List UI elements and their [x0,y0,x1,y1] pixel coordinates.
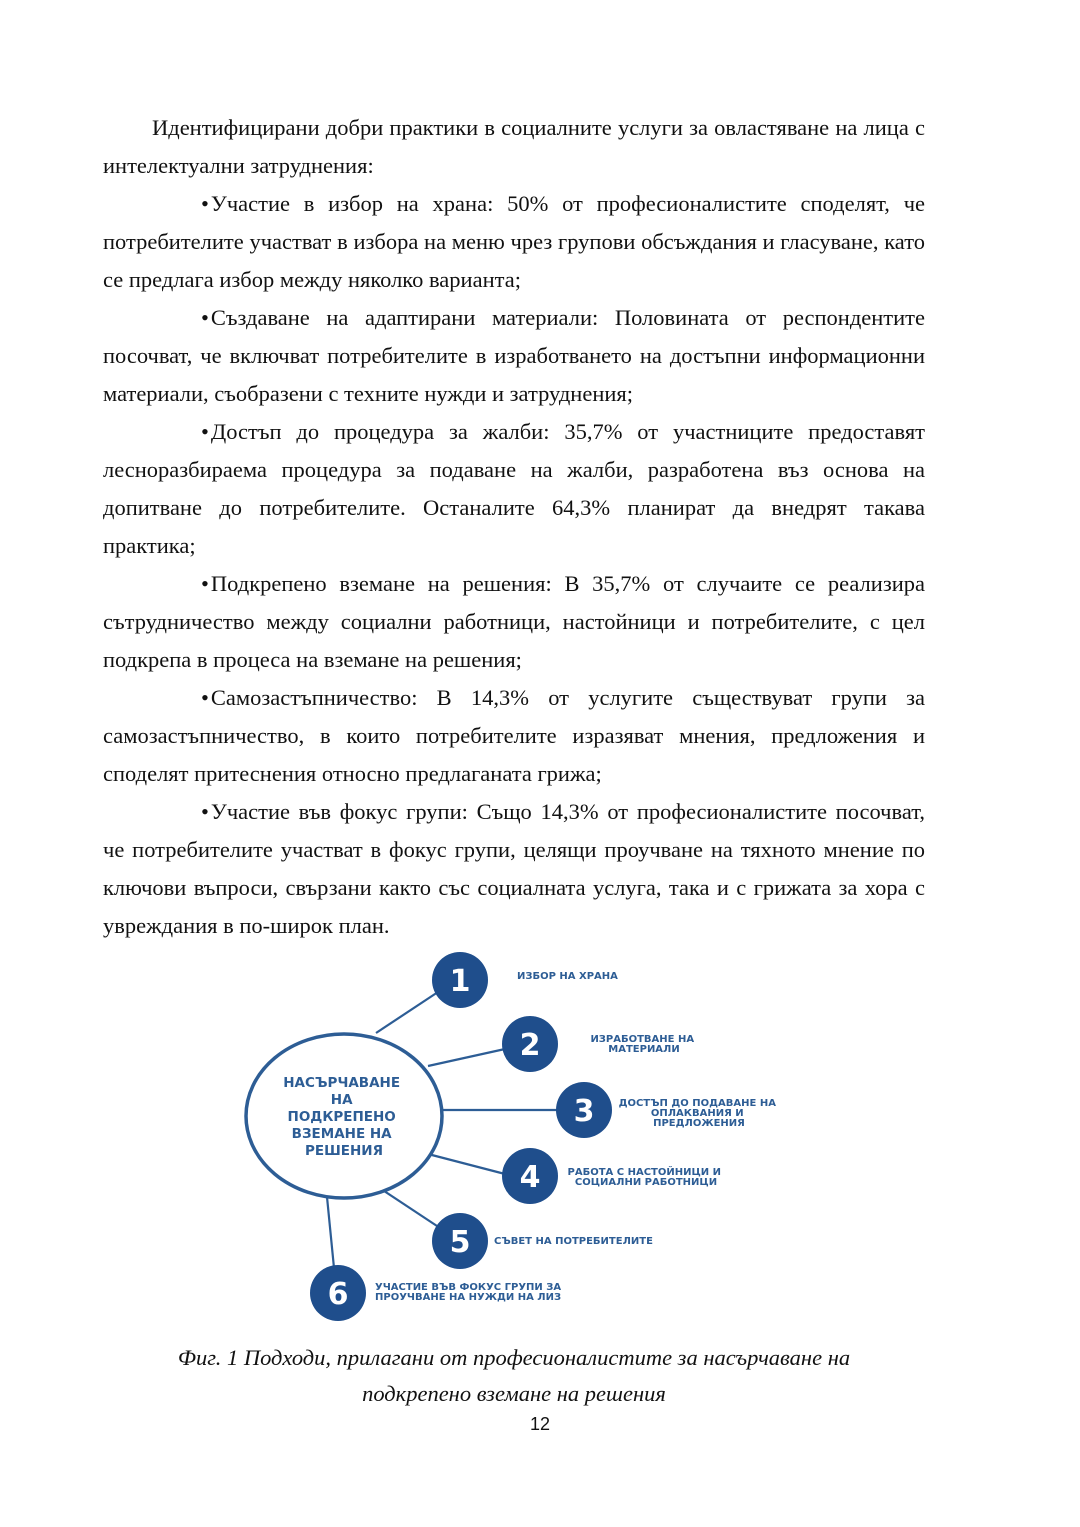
connector-1 [376,992,438,1033]
diagram-svg [0,940,1080,1330]
bullet-paragraph [103,679,925,793]
node-number: 3 [573,1094,595,1129]
node-number: 4 [519,1160,541,1195]
bullet-icon: • [201,571,209,596]
bullet-paragraph [103,185,925,299]
diagram-node-2 [502,1016,698,1072]
caption-line: подкрепено вземане на решения [362,1381,666,1406]
connector-6 [327,1197,334,1268]
bullet-icon: • [201,419,209,444]
bullet-paragraph [103,299,925,413]
caption-line: Фиг. 1 Подходи, прилагани от професионалистите за насърчаване на [177,1345,851,1370]
bullet-paragraph [103,793,925,945]
node-label: ИЗБОР НА ХРАНА [517,971,618,982]
center-line: НАСЪРЧАВАНЕ [283,1075,401,1091]
node-number: 2 [519,1028,541,1063]
bullet-text: Достъп до процедура за жалби: 35,7% от участниците предоставят лесноразбираема процедура за подаване на жалби, разработена въз основа на допитване до потребителите. Останалите 64,3% планират да внедрят такава практика; [103,419,925,558]
bullet-paragraph [103,565,925,679]
center-line: ВЗЕМАНЕ НА [291,1126,392,1142]
bullet-icon: • [201,685,209,710]
connector-2 [428,1049,505,1066]
diagram-figure [0,940,1080,1330]
center-line: ПОДКРЕПЕНО [287,1109,396,1125]
node-number: 6 [327,1277,349,1312]
diagram-node-4 [502,1148,724,1204]
center-line: НА [330,1092,353,1108]
bullet-text: Подкрепено вземане на решения: В 35,7% от случаите се реализира сътрудничество между социални работници, настойници и потребителите, с цел подкрепа в процеса на вземане на решения; [103,571,925,672]
bullet-icon: • [201,191,209,216]
node-label: СЪВЕТ НА ПОТРЕБИТЕЛИТЕ [494,1236,653,1247]
center-line: РЕШЕНИЯ [304,1143,384,1159]
bullet-icon: • [201,305,209,330]
node-label: РАБОТА С НАСТОЙНИЦИ И СОЦИАЛНИ РАБОТНИЦИ [567,1167,721,1188]
connector-4 [428,1154,505,1174]
diagram-node-5 [432,1213,653,1269]
diagram-node-1 [432,952,618,1008]
diagram-node-3 [556,1082,779,1138]
node-label: ИЗРАБОТВАНЕ НА МАТЕРИАЛИ [590,1034,695,1055]
diagram-node-6 [310,1265,565,1321]
bullet-paragraph [103,413,925,565]
bullet-text: Създаване на адаптирани материали: Половината от респондентите посочват, че включват потребителите в изработването на достъпни информационни материали, съобразени с техните нужди и затруднения; [103,305,925,406]
body-text [103,109,925,945]
bullet-text: Самозастъпничество: В 14,3% от услугите съществуват групи за самозастъпничество, в които потребителите изразяват мнения, предложения и споделят притеснения относно предлаганата грижа; [103,685,925,786]
bullet-text: Участие в избор на храна: 50% от професионалистите споделят, че потребителите участват в избора на меню чрез групови обсъждания и гласуване, като се предлага избор между няколко варианта; [103,191,925,292]
figure-caption [103,1340,925,1412]
node-number: 5 [449,1225,471,1260]
bullet-icon: • [201,799,209,824]
intro-paragraph: Идентифицирани добри практики в социалните услуги за овластяване на лица с интелектуални затруднения: [103,115,925,178]
node-label: ДОСТЪП ДО ПОДАВАНЕ НА ОПЛАКВАНИЯ И ПРЕДЛОЖЕНИЯ [618,1098,776,1129]
node-number: 1 [449,964,471,999]
connector-5 [378,1187,437,1226]
bullet-text: Участие във фокус групи: Също 14,3% от професионалистите посочват, че потребителите участват в фокус групи, целящи проучване на тяхното мнение по ключови въпроси, свързани както със социалната услуга, така и с грижата за хора с увреждания в по-широк план. [103,799,925,938]
page-number: 12 [529,1414,551,1434]
node-label: УЧАСТИЕ ВЪВ ФОКУС ГРУПИ ЗА ПРОУЧВАНЕ НА НУЖДИ НА ЛИЗ [375,1282,562,1303]
